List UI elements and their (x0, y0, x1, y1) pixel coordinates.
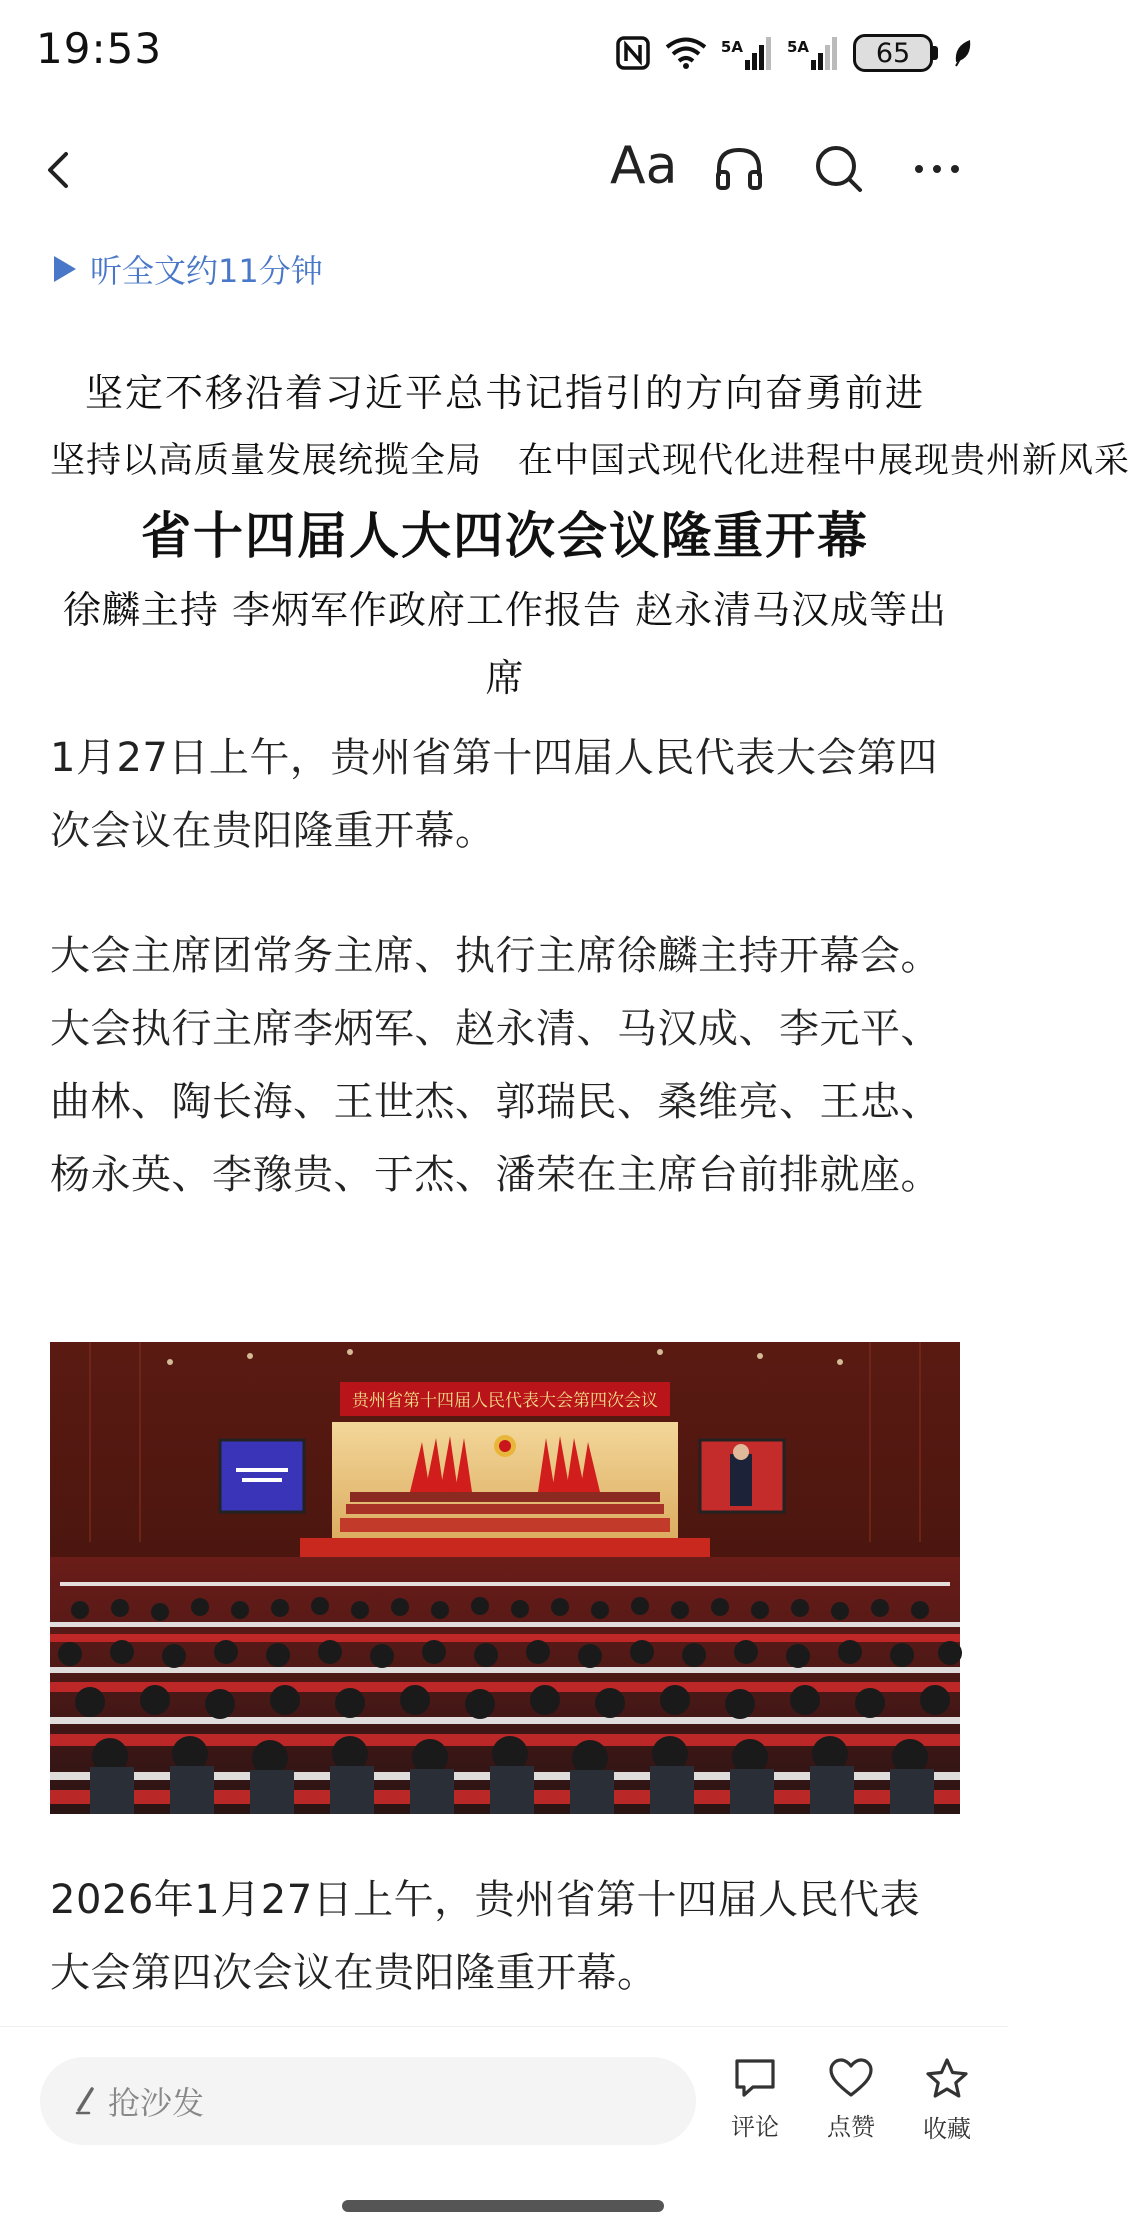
heart-icon (828, 2057, 874, 2099)
search-icon[interactable] (812, 142, 866, 196)
headphones-icon[interactable] (712, 142, 766, 196)
comment-button[interactable] (710, 2057, 800, 2142)
article-photo[interactable] (50, 1342, 960, 1814)
favorite-label: 收藏 (923, 2115, 971, 2143)
favorite-button[interactable] (902, 2057, 992, 2144)
listen-full-text-link[interactable] (54, 246, 323, 292)
battery-indicator (853, 34, 938, 72)
nfc-icon (615, 35, 651, 71)
article-paragraph: 1月27日上午，贵州省第十四届人民代表大会第四次会议在贵阳隆重开幕。 (50, 735, 938, 854)
headline-subtitle: 徐麟主持 李炳军作政府工作报告 赵永清马汉成等出席 (62, 588, 948, 700)
like-label: 点赞 (827, 2113, 875, 2141)
wifi-icon (665, 36, 707, 70)
signal-icon (745, 36, 773, 70)
comment-icon (733, 2057, 777, 2099)
article-paragraph: 大会主席团常务主席、执行主席徐麟主持开幕会。大会执行主席李炳军、赵永清、马汉成、李元平、曲林、陶长海、王世杰、郭瑞民、桑维亮、王忠、杨永英、李豫贵、于杰、潘荣在主席台前排就座。 (50, 933, 941, 1198)
comment-input[interactable] (40, 2057, 696, 2145)
pen-icon (74, 2086, 96, 2116)
like-button[interactable] (806, 2057, 896, 2142)
signal-1 (721, 36, 773, 70)
leaf-icon (952, 38, 974, 68)
signal-2 (787, 36, 839, 70)
status-time: 19:53 (36, 24, 163, 73)
signal-icon (811, 36, 839, 70)
home-indicator[interactable] (342, 2200, 664, 2212)
font-size-button[interactable]: Aa (610, 136, 678, 196)
article-paragraph: 2026年1月27日上午，贵州省第十四届人民代表大会第四次会议在贵阳隆重开幕。 (50, 1877, 921, 1996)
photo-banner-text: 贵州省第十四届人民代表大会第四次会议 (352, 1391, 658, 1411)
listen-label: 听全文约11分钟 (90, 252, 323, 290)
status-bar (0, 0, 1008, 104)
nav-bar (0, 120, 1008, 220)
comment-placeholder: 抢沙发 (108, 2084, 205, 2122)
back-icon[interactable] (38, 148, 82, 192)
headline-subkicker: 坚持以高质量发展统揽全局 在中国式现代化进程中展现贵州新风采 (50, 441, 1130, 481)
comment-label: 评论 (731, 2113, 779, 2141)
headline-title: 省十四届人大四次会议隆重开幕 (141, 506, 869, 565)
headline-block (50, 360, 1130, 700)
conference-hall-image (50, 1342, 960, 1814)
battery-tip (933, 46, 938, 60)
headline-kicker: 坚定不移沿着习近平总书记指引的方向奋勇前进 (84, 371, 925, 415)
more-icon[interactable] (912, 144, 962, 194)
battery-level: 65 (853, 34, 933, 72)
star-icon (924, 2057, 970, 2101)
network-type-label: 5A (720, 38, 743, 56)
play-icon (54, 256, 76, 282)
network-type-label: 5A (786, 38, 809, 56)
status-icons (615, 30, 974, 76)
